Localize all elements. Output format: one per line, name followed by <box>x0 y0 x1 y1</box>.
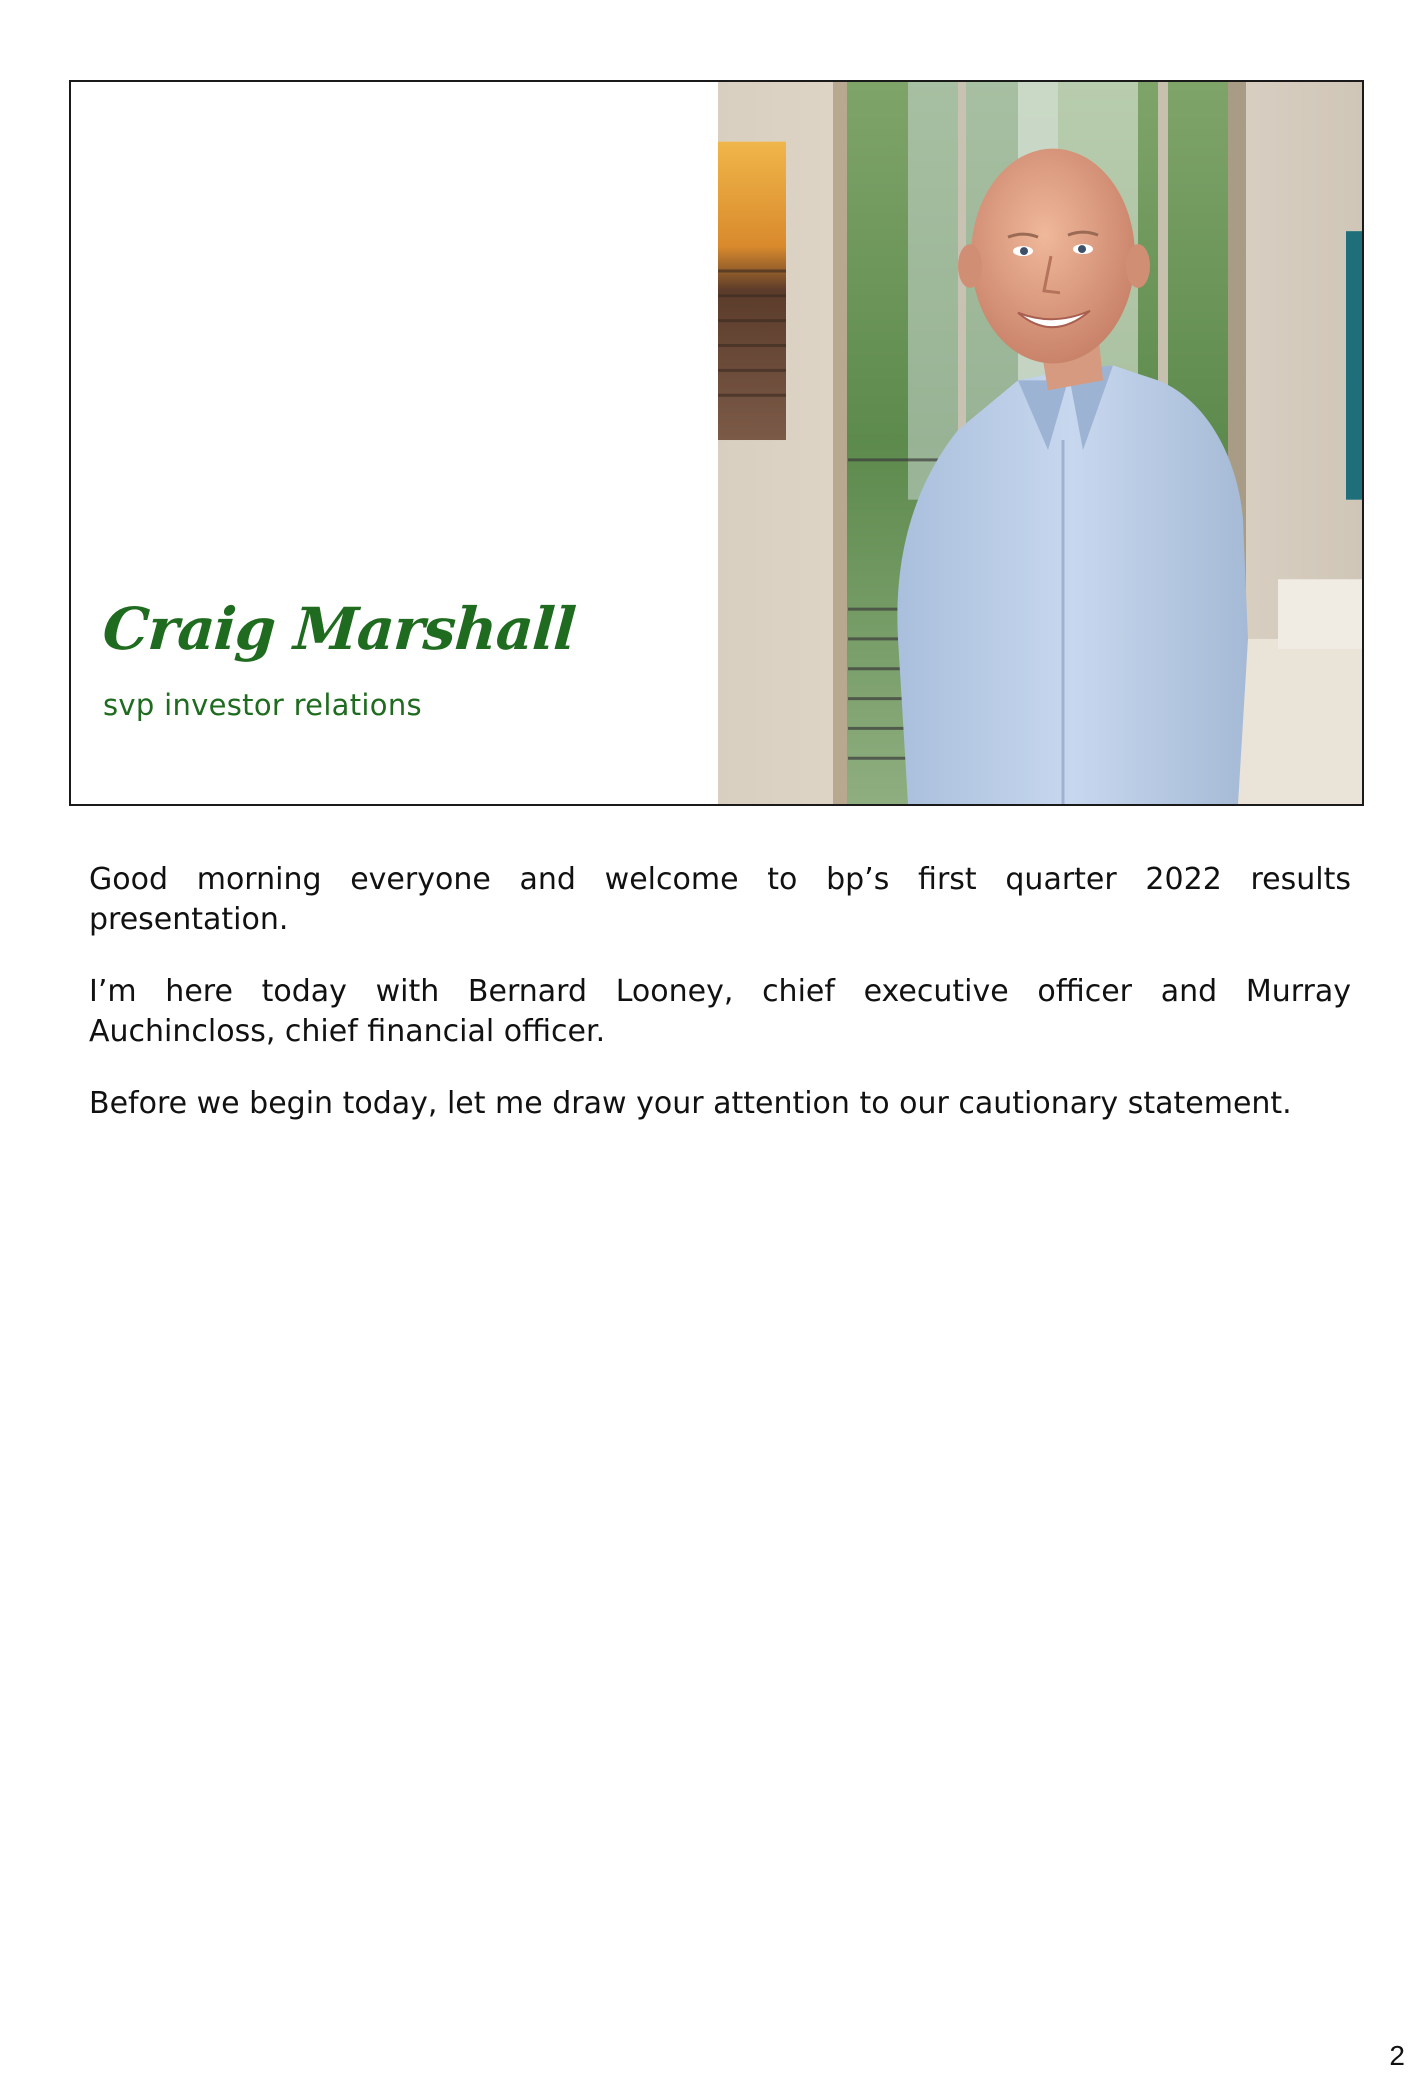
title-slide <box>69 80 1364 806</box>
paragraph: I’m here today with Bernard Looney, chief executive officer and Murray Auchincloss, chief financial officer. <box>89 974 1351 1049</box>
speaker-photo <box>718 82 1364 804</box>
slide-text-panel <box>71 82 719 804</box>
paragraph: Before we begin today, let me draw your attention to our cautionary statement. <box>89 1086 1292 1121</box>
paragraph: Good morning everyone and welcome to bp’s first quarter 2022 results presentation. <box>89 862 1351 937</box>
page-number: 2 <box>1389 2040 1405 2071</box>
speaker-role: svp investor relations <box>103 688 422 722</box>
transcript-body <box>89 860 1351 1156</box>
speaker-name: Craig Marshall <box>100 595 578 663</box>
